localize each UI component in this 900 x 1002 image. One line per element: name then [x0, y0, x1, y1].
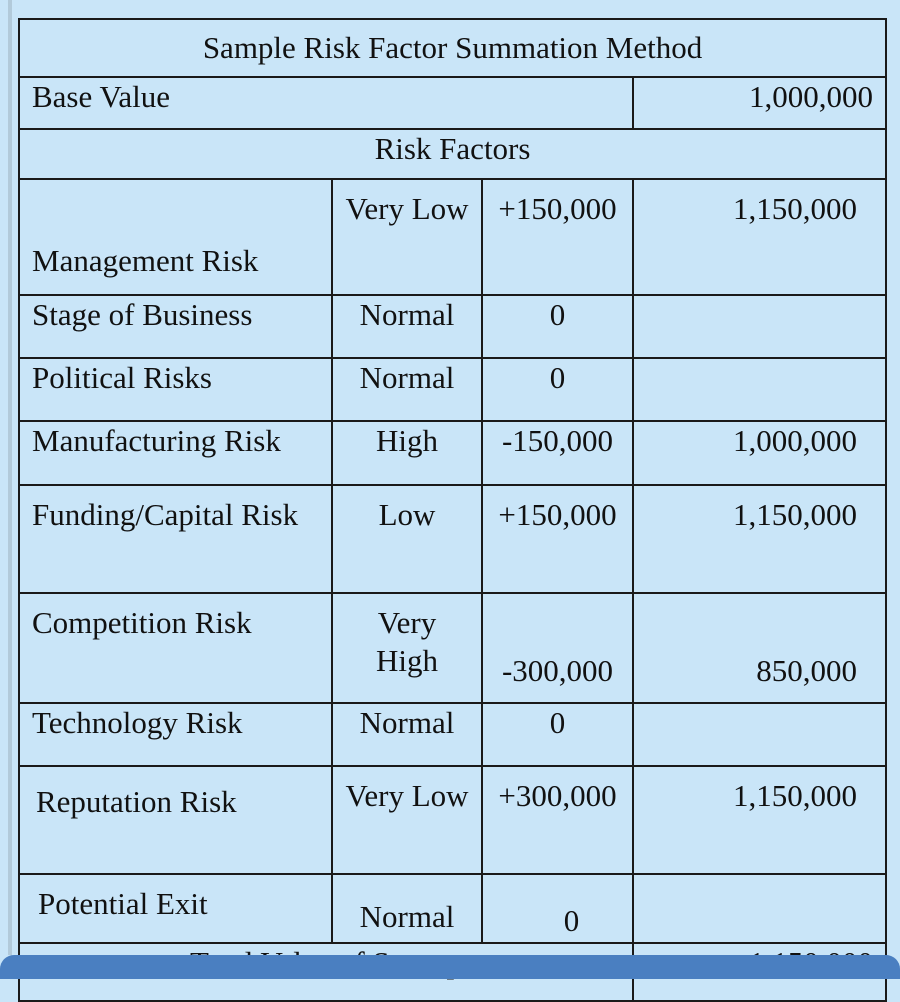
factor-adjustment: 0	[482, 358, 633, 421]
factor-name: Technology Risk	[19, 703, 332, 766]
factor-adjustment: +300,000	[482, 766, 633, 874]
table-title: Sample Risk Factor Summation Method	[19, 19, 886, 77]
factor-running-total	[633, 295, 886, 358]
factor-adjustment: +150,000	[482, 485, 633, 593]
factor-running-total	[633, 703, 886, 766]
factor-running-total: 1,150,000	[633, 179, 886, 295]
base-value-row	[19, 77, 886, 129]
factor-adjustment: 0	[482, 874, 633, 943]
table-row	[19, 703, 886, 766]
factor-rating: Normal	[332, 358, 482, 421]
factor-name: Management Risk	[19, 179, 332, 295]
factor-adjustment: 0	[482, 295, 633, 358]
factor-name: Competition Risk	[19, 593, 332, 703]
factor-adjustment: +150,000	[482, 179, 633, 295]
factor-name: Political Risks	[19, 358, 332, 421]
risk-factor-table	[18, 18, 887, 1002]
table-row	[19, 766, 886, 874]
left-edge-shadow	[8, 0, 12, 955]
table-row	[19, 358, 886, 421]
factor-rating: High	[332, 421, 482, 485]
factor-running-total: 1,150,000	[633, 485, 886, 593]
table-row	[19, 593, 886, 703]
factor-name: Reputation Risk	[19, 766, 332, 874]
factor-rating: Very High	[332, 593, 482, 703]
factor-rating: Low	[332, 485, 482, 593]
factor-rating: Very Low	[332, 179, 482, 295]
factor-adjustment: -150,000	[482, 421, 633, 485]
table-row	[19, 295, 886, 358]
factor-name: Manufacturing Risk	[19, 421, 332, 485]
risk-factors-header: Risk Factors	[19, 129, 886, 179]
factor-running-total: 1,000,000	[633, 421, 886, 485]
factor-rating: Normal	[332, 874, 482, 943]
factor-rating: Very Low	[332, 766, 482, 874]
factor-running-total	[633, 874, 886, 943]
table-row	[19, 421, 886, 485]
risk-factors-header-row	[19, 129, 886, 179]
bottom-accent-bar	[0, 955, 900, 979]
factor-name: Stage of Business	[19, 295, 332, 358]
factor-rating: Normal	[332, 295, 482, 358]
base-value-amount: 1,000,000	[633, 77, 886, 129]
factor-adjustment: -300,000	[482, 593, 633, 703]
title-row	[19, 19, 886, 77]
table-row	[19, 485, 886, 593]
base-value-label: Base Value	[19, 77, 633, 129]
factor-name: Funding/Capital Risk	[19, 485, 332, 593]
factor-adjustment: 0	[482, 703, 633, 766]
factor-running-total: 850,000	[633, 593, 886, 703]
factor-rating: Normal	[332, 703, 482, 766]
table-row	[19, 874, 886, 943]
factor-running-total	[633, 358, 886, 421]
table-row	[19, 179, 886, 295]
factor-name: Potential Exit	[19, 874, 332, 943]
factor-running-total: 1,150,000	[633, 766, 886, 874]
